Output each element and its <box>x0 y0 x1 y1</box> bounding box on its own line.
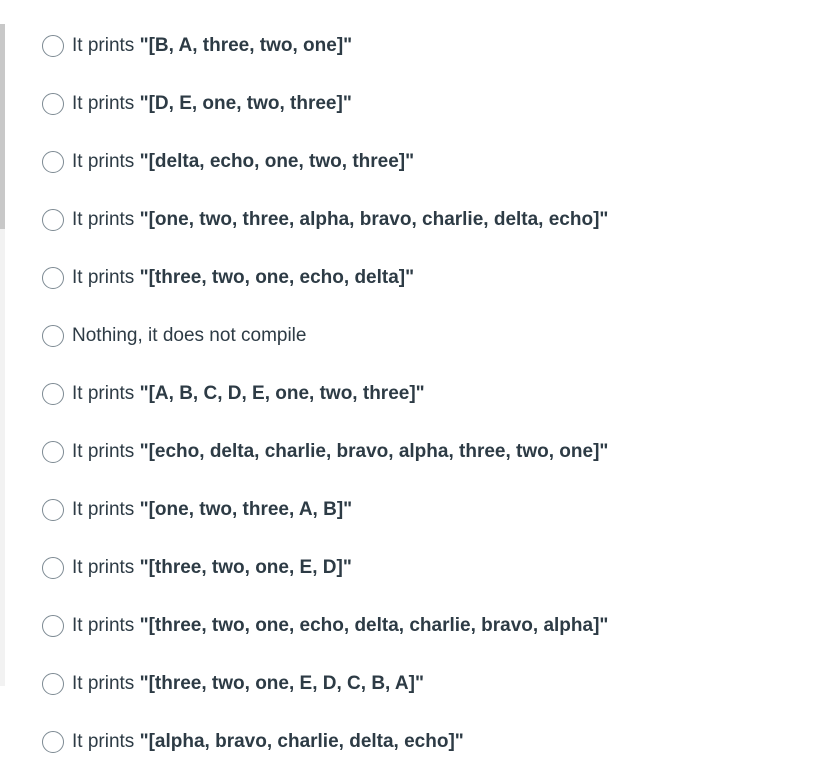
answer-label <box>72 615 608 637</box>
answer-prefix: It prints <box>72 383 140 404</box>
answer-prefix: It prints <box>72 151 140 172</box>
answer-option[interactable] <box>42 481 822 539</box>
answer-output: "[three, two, one, E, D, C, B, A]" <box>139 673 424 694</box>
answer-prefix: Nothing, it does not compile <box>72 325 307 346</box>
answer-output: "[echo, delta, charlie, bravo, alpha, three, two, one]" <box>139 441 609 462</box>
answer-label <box>72 35 352 57</box>
answer-option[interactable] <box>42 191 822 249</box>
radio-button[interactable] <box>42 383 64 405</box>
answer-prefix: It prints <box>72 615 140 636</box>
answer-option[interactable] <box>42 75 822 133</box>
answer-output: "[one, two, three, alpha, bravo, charlie, delta, echo]" <box>139 209 609 230</box>
answer-output: "[one, two, three, A, B]" <box>139 499 353 520</box>
answer-prefix: It prints <box>72 441 140 462</box>
answer-output: "[B, A, three, two, one]" <box>139 35 353 56</box>
answer-label <box>72 93 352 115</box>
answer-list <box>42 17 822 771</box>
radio-button[interactable] <box>42 441 64 463</box>
radio-button[interactable] <box>42 267 64 289</box>
radio-button[interactable] <box>42 209 64 231</box>
answer-option[interactable] <box>42 655 822 713</box>
radio-button[interactable] <box>42 673 64 695</box>
answer-label <box>72 557 352 579</box>
answer-output: "[delta, echo, one, two, three]" <box>139 151 415 172</box>
scroll-thumb[interactable] <box>0 24 5 229</box>
answer-label <box>72 673 424 695</box>
radio-button[interactable] <box>42 499 64 521</box>
answer-prefix: It prints <box>72 557 140 578</box>
answer-label <box>72 325 306 347</box>
answer-prefix: It prints <box>72 731 140 752</box>
answer-label <box>72 383 425 405</box>
answer-option[interactable] <box>42 365 822 423</box>
answer-prefix: It prints <box>72 209 140 230</box>
answer-prefix: It prints <box>72 673 140 694</box>
answer-output: "[three, two, one, E, D]" <box>139 557 352 578</box>
answer-output: "[alpha, bravo, charlie, delta, echo]" <box>139 731 464 752</box>
answer-prefix: It prints <box>72 267 140 288</box>
answer-output: "[D, E, one, two, three]" <box>139 93 352 114</box>
answer-output: "[three, two, one, echo, delta, charlie, bravo, alpha]" <box>139 615 609 636</box>
answer-prefix: It prints <box>72 93 140 114</box>
answer-option[interactable] <box>42 539 822 597</box>
answer-prefix: It prints <box>72 35 140 56</box>
answer-option[interactable] <box>42 17 822 75</box>
answer-option[interactable] <box>42 307 822 365</box>
answer-option[interactable] <box>42 713 822 771</box>
answer-prefix: It prints <box>72 499 140 520</box>
answer-label <box>72 499 352 521</box>
radio-button[interactable] <box>42 151 64 173</box>
radio-button[interactable] <box>42 731 64 753</box>
radio-button[interactable] <box>42 35 64 57</box>
radio-button[interactable] <box>42 615 64 637</box>
answer-option[interactable] <box>42 597 822 655</box>
answer-option[interactable] <box>42 133 822 191</box>
radio-button[interactable] <box>42 557 64 579</box>
answer-option[interactable] <box>42 249 822 307</box>
answer-output: "[three, two, one, echo, delta]" <box>139 267 415 288</box>
answer-option[interactable] <box>42 423 822 481</box>
answer-output: "[A, B, C, D, E, one, two, three]" <box>139 383 425 404</box>
answer-label <box>72 151 414 173</box>
radio-button[interactable] <box>42 325 64 347</box>
answer-label <box>72 209 608 231</box>
radio-button[interactable] <box>42 93 64 115</box>
answer-label <box>72 731 464 753</box>
answer-label <box>72 441 608 463</box>
answer-label <box>72 267 414 289</box>
